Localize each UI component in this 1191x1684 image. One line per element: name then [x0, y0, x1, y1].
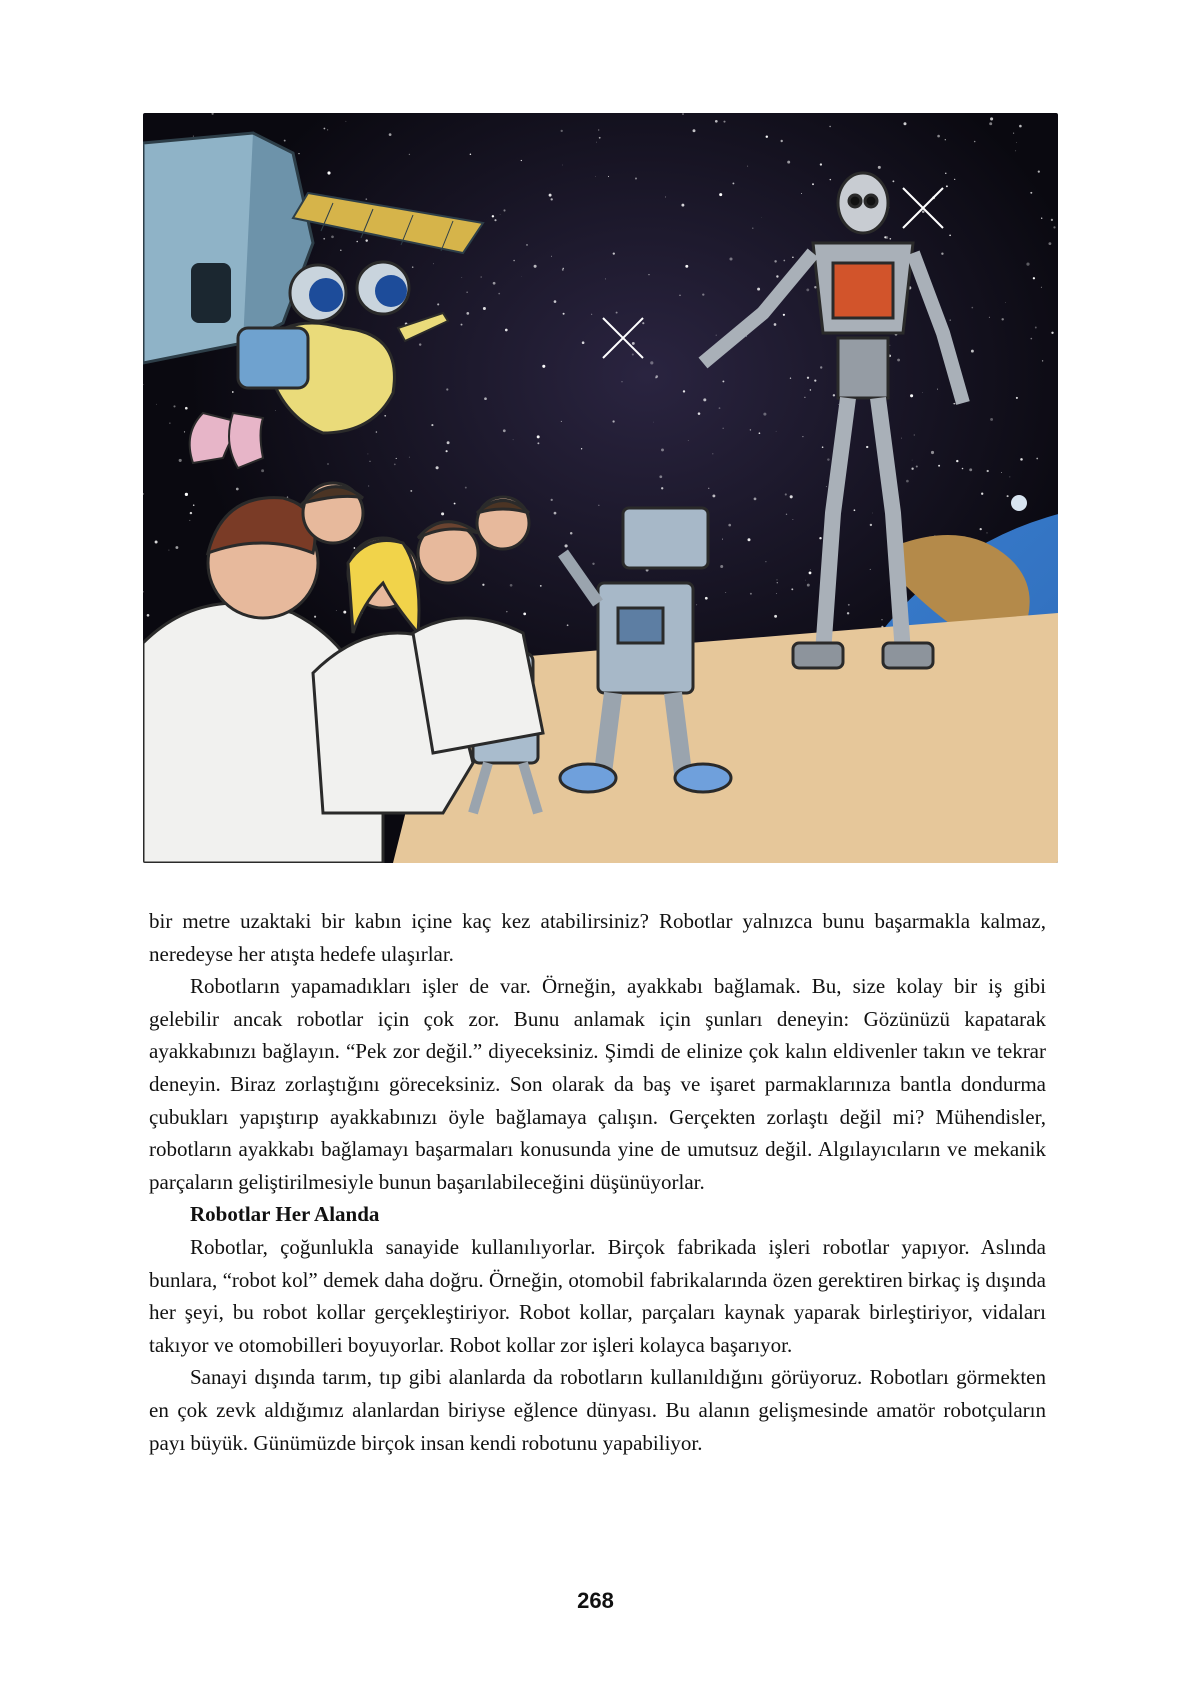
moon — [1011, 495, 1027, 511]
section-heading: Robotlar Her Alanda — [190, 1202, 380, 1227]
body-text — [149, 905, 1046, 1459]
paragraph-other-fields: Sanayi dışında tarım, tıp gibi alanlarda da robotların kullanıldığını görüyoruz. Robotları görmekten en çok zevk aldığımız alanlardan biriyse eğlence dünyası. Bu alanın gelişmesinde amatör robotçuların payı büyük. Günümüzde birçok insan kendi robotunu yapabiliyor. — [149, 1365, 1046, 1455]
paragraph-shoe-tying: Robotların yapamadıkları işler de var. Örneğin, ayakkabı bağlamak. Bu, size kolay bir iş gibi gelebilir ancak robotlar için çok zor. Bunu anlamak için şunları deneyin: Gözünüzü kapatarak ayakkabınızı bağlayın. “Pek zor değil.” diyeceksiniz. Şimdi de elinize çok kalın eldivenler takın ve tekrar deneyin. Biraz zorlaştığını göreceksiniz. Son olarak da baş ve işaret parmaklarınıza bantla dondurma çubukları yapıştırıp ayakkabınızı öyle bağlamaya çalışın. Gerçekten zorlaştı değil mi? Mühendisler, robotların ayakkabı bağlamayı başarmaları konusunda yine de umutsuz değil. Algılayıcıların ve mekanik parçaların geliştirilmesiyle bunun başarılabileceğini düşünüyorlar. — [149, 974, 1046, 1194]
space-robots-illustration — [143, 113, 1058, 863]
page-number: 268 — [577, 1588, 614, 1613]
paragraph-continuation: bir metre uzaktaki bir kabın içine kaç kez atabilirsiniz? Robotlar yalnızca bunu başarmakla kalmaz, neredeyse her atışta hedefe ulaşırlar. — [149, 909, 1046, 966]
paragraph-industry: Robotlar, çoğunlukla sanayide kullanılıyorlar. Birçok fabrikada işleri robotlar yapıyor. Aslında bunlara, “robot kol” demek daha doğru. Örneğin, otomobil fabrikalarında özen gerektiren birkaç iş dışında her şeyi, bu robot kollar gerçekleştiriyor. Robot kollar, parçaları kaynak yaparak birleştiriyor, vidaları takıyor ve otomobilleri boyuyorlar. Robot kollar zor işleri kolayca başarıyor. — [149, 1234, 1046, 1357]
